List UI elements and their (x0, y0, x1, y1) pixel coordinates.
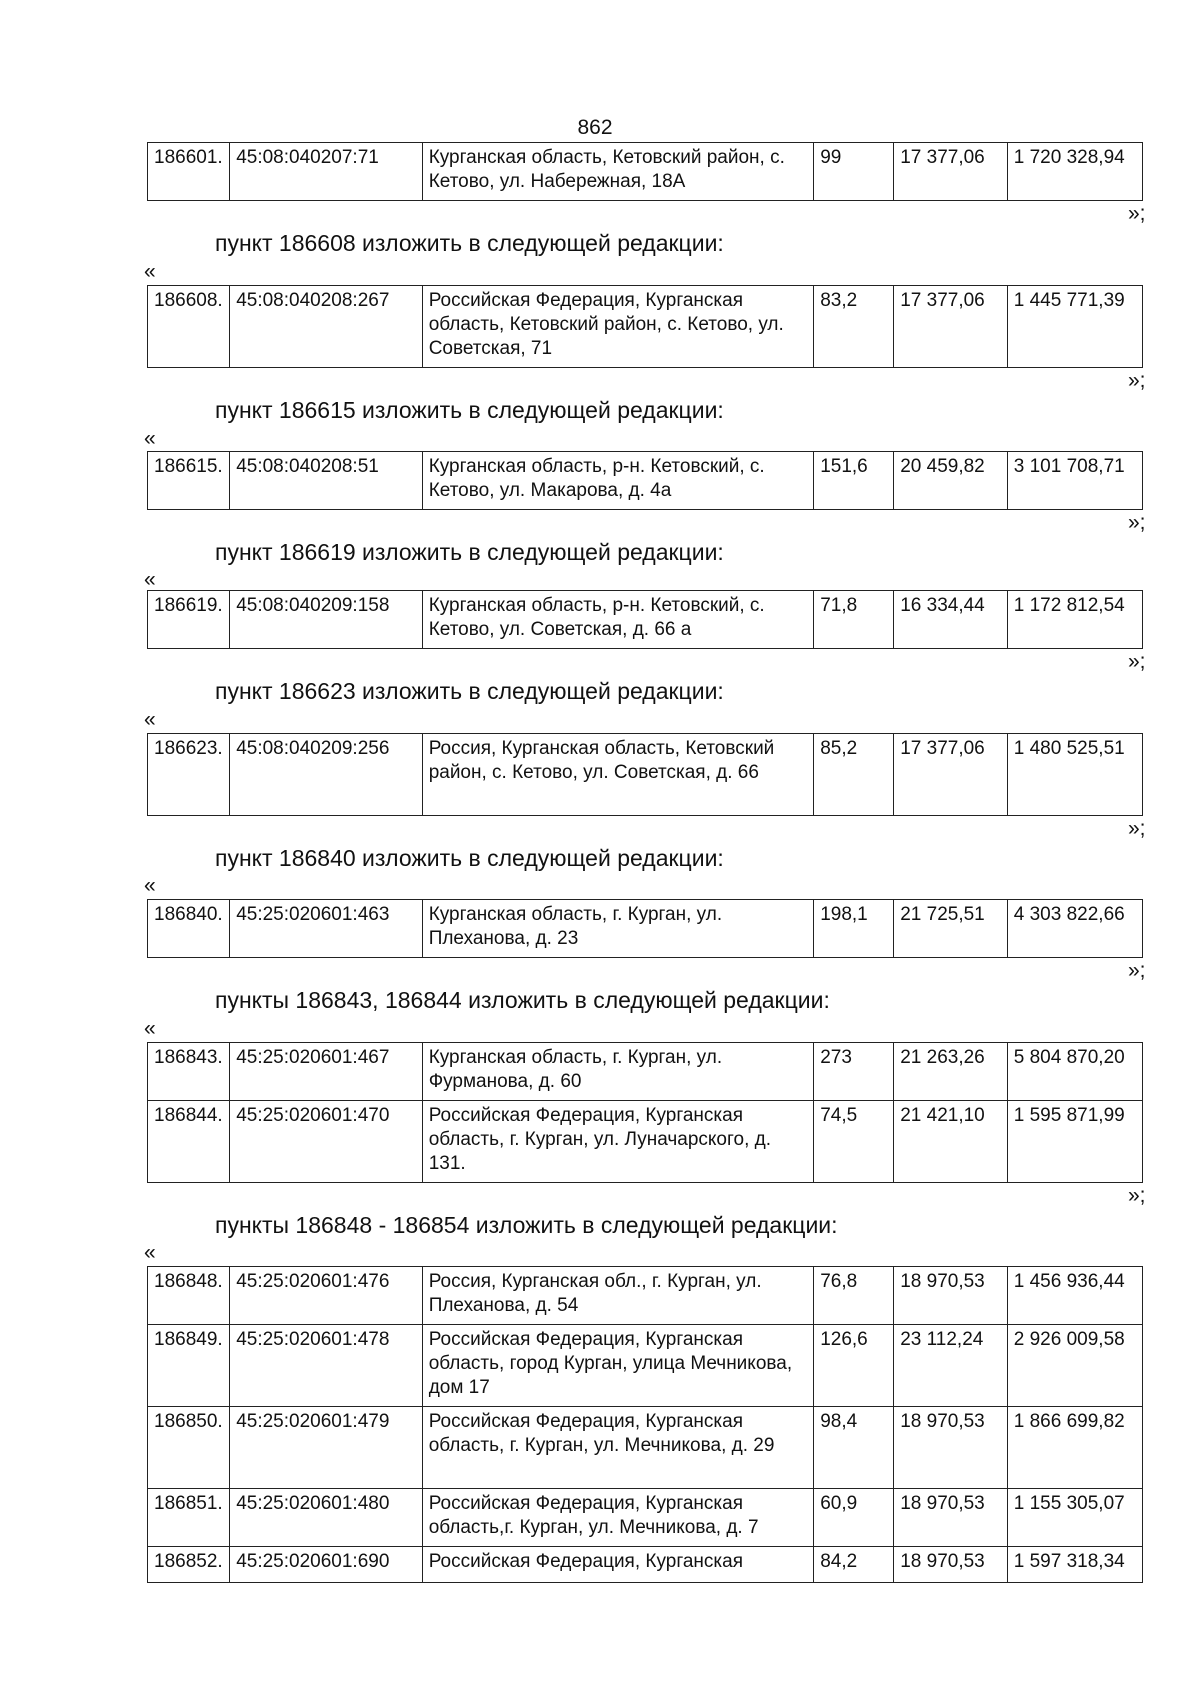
amendment-instruction: пункт 186615 изложить в следующей редакции: (215, 397, 724, 423)
total-value: 3 101 708,71 (1007, 452, 1142, 510)
address: Российская Федерация, Курганская область, город Курган, улица Мечникова, дом 17 (422, 1325, 814, 1407)
area: 71,8 (814, 591, 894, 649)
unit-value: 16 334,44 (894, 591, 1008, 649)
item-number: 186619. (148, 591, 230, 649)
item-number: 186601. (148, 143, 230, 201)
closing-quote: »; (1128, 650, 1146, 673)
area: 126,6 (814, 1325, 894, 1407)
address: Россия, Курганская область, Кетовский район, с. Кетово, ул. Советская, д. 66 (422, 734, 814, 816)
item-number: 186608. (148, 286, 230, 368)
table-row (148, 1043, 1143, 1101)
total-value: 1 445 771,39 (1007, 286, 1142, 368)
opening-quote: « (144, 708, 156, 731)
total-value: 1 597 318,34 (1007, 1547, 1142, 1583)
opening-quote: « (144, 568, 156, 591)
total-value: 5 804 870,20 (1007, 1043, 1142, 1101)
unit-value: 21 725,51 (894, 900, 1008, 958)
address: Курганская область, г. Курган, ул. Фурманова, д. 60 (422, 1043, 814, 1101)
table-block-186840 (147, 899, 1143, 958)
area: 60,9 (814, 1489, 894, 1547)
address: Российская Федерация, Курганская область, г. Курган, ул. Мечникова, д. 29 (422, 1407, 814, 1489)
unit-value: 21 421,10 (894, 1101, 1008, 1183)
closing-quote: »; (1128, 369, 1146, 392)
total-value: 4 303 822,66 (1007, 900, 1142, 958)
address: Россия, Курганская обл., г. Курган, ул. Плеханова, д. 54 (422, 1267, 814, 1325)
closing-quote: »; (1128, 959, 1146, 982)
item-number: 186623. (148, 734, 230, 816)
total-value: 1 595 871,99 (1007, 1101, 1142, 1183)
table-row (148, 1547, 1143, 1583)
area: 76,8 (814, 1267, 894, 1325)
cadastral-number: 45:25:020601:470 (230, 1101, 423, 1183)
unit-value: 17 377,06 (894, 143, 1008, 201)
opening-quote: « (144, 1241, 156, 1264)
area: 83,2 (814, 286, 894, 368)
item-number: 186852. (148, 1547, 230, 1583)
total-value: 1 480 525,51 (1007, 734, 1142, 816)
address: Российская Федерация, Курганская область, г. Курган, ул. Луначарского, д. 131. (422, 1101, 814, 1183)
table-row (148, 452, 1143, 510)
unit-value: 17 377,06 (894, 734, 1008, 816)
cadastral-number: 45:25:020601:463 (230, 900, 423, 958)
property-table (147, 285, 1143, 368)
address: Курганская область, р-н. Кетовский, с. Кетово, ул. Советская, д. 66 а (422, 591, 814, 649)
table-block-186615 (147, 451, 1143, 510)
cadastral-number: 45:25:020601:690 (230, 1547, 423, 1583)
address: Российская Федерация, Курганская область, Кетовский район, с. Кетово, ул. Советская, 71 (422, 286, 814, 368)
item-number: 186615. (148, 452, 230, 510)
area: 84,2 (814, 1547, 894, 1583)
area: 74,5 (814, 1101, 894, 1183)
closing-quote: »; (1128, 1184, 1146, 1207)
cadastral-number: 45:08:040209:158 (230, 591, 423, 649)
amendment-instruction: пункт 186840 изложить в следующей редакции: (215, 845, 724, 871)
table-block-186619 (147, 590, 1143, 649)
area: 198,1 (814, 900, 894, 958)
amendment-instruction: пункт 186623 изложить в следующей редакции: (215, 678, 724, 704)
cadastral-number: 45:25:020601:480 (230, 1489, 423, 1547)
area: 98,4 (814, 1407, 894, 1489)
property-table (147, 733, 1143, 816)
table-row (148, 1325, 1143, 1407)
amendment-instruction: пункты 186848 - 186854 изложить в следующей редакции: (215, 1212, 838, 1238)
item-number: 186843. (148, 1043, 230, 1101)
closing-quote: »; (1128, 817, 1146, 840)
unit-value: 18 970,53 (894, 1489, 1008, 1547)
table-row (148, 591, 1143, 649)
area: 99 (814, 143, 894, 201)
table-block-186601 (147, 142, 1143, 201)
address: Российская Федерация, Курганская (422, 1547, 814, 1583)
unit-value: 18 970,53 (894, 1267, 1008, 1325)
amendment-instruction: пункт 186619 изложить в следующей редакции: (215, 539, 724, 565)
unit-value: 18 970,53 (894, 1407, 1008, 1489)
area: 85,2 (814, 734, 894, 816)
total-value: 1 720 328,94 (1007, 143, 1142, 201)
closing-quote: »; (1128, 202, 1146, 225)
table-row (148, 1101, 1143, 1183)
property-table (147, 899, 1143, 958)
cadastral-number: 45:08:040207:71 (230, 143, 423, 201)
amendment-instruction: пункт 186608 изложить в следующей редакции: (215, 230, 724, 256)
opening-quote: « (144, 427, 156, 450)
unit-value: 20 459,82 (894, 452, 1008, 510)
item-number: 186848. (148, 1267, 230, 1325)
table-block-186608 (147, 285, 1143, 368)
table-block-186623 (147, 733, 1143, 816)
total-value: 1 456 936,44 (1007, 1267, 1142, 1325)
cadastral-number: 45:25:020601:479 (230, 1407, 423, 1489)
cadastral-number: 45:25:020601:476 (230, 1267, 423, 1325)
table-row (148, 286, 1143, 368)
table-row (148, 1489, 1143, 1547)
unit-value: 23 112,24 (894, 1325, 1008, 1407)
table-row (148, 900, 1143, 958)
table-row (148, 1267, 1143, 1325)
opening-quote: « (144, 260, 156, 283)
page-number: 862 (577, 116, 613, 139)
area: 151,6 (814, 452, 894, 510)
amendment-instruction: пункты 186843, 186844 изложить в следующей редакции: (215, 987, 830, 1013)
cadastral-number: 45:25:020601:478 (230, 1325, 423, 1407)
property-table (147, 1266, 1143, 1583)
opening-quote: « (144, 1017, 156, 1040)
table-row (148, 734, 1143, 816)
total-value: 1 866 699,82 (1007, 1407, 1142, 1489)
address: Курганская область, Кетовский район, с. Кетово, ул. Набережная, 18А (422, 143, 814, 201)
table-block-186843-186844 (147, 1042, 1143, 1183)
cadastral-number: 45:08:040209:256 (230, 734, 423, 816)
total-value: 2 926 009,58 (1007, 1325, 1142, 1407)
item-number: 186844. (148, 1101, 230, 1183)
total-value: 1 172 812,54 (1007, 591, 1142, 649)
address: Курганская область, р-н. Кетовский, с. Кетово, ул. Макарова, д. 4а (422, 452, 814, 510)
table-row (148, 1407, 1143, 1489)
cadastral-number: 45:25:020601:467 (230, 1043, 423, 1101)
table-row (148, 143, 1143, 201)
area: 273 (814, 1043, 894, 1101)
property-table (147, 142, 1143, 201)
property-table (147, 451, 1143, 510)
total-value: 1 155 305,07 (1007, 1489, 1142, 1547)
address: Российская Федерация, Курганская область,г. Курган, ул. Мечникова, д. 7 (422, 1489, 814, 1547)
opening-quote: « (144, 874, 156, 897)
unit-value: 21 263,26 (894, 1043, 1008, 1101)
item-number: 186850. (148, 1407, 230, 1489)
item-number: 186851. (148, 1489, 230, 1547)
item-number: 186849. (148, 1325, 230, 1407)
closing-quote: »; (1128, 511, 1146, 534)
cadastral-number: 45:08:040208:267 (230, 286, 423, 368)
table-block-186848-186854 (147, 1266, 1143, 1583)
cadastral-number: 45:08:040208:51 (230, 452, 423, 510)
property-table (147, 590, 1143, 649)
property-table (147, 1042, 1143, 1183)
unit-value: 17 377,06 (894, 286, 1008, 368)
item-number: 186840. (148, 900, 230, 958)
unit-value: 18 970,53 (894, 1547, 1008, 1583)
address: Курганская область, г. Курган, ул. Плеханова, д. 23 (422, 900, 814, 958)
